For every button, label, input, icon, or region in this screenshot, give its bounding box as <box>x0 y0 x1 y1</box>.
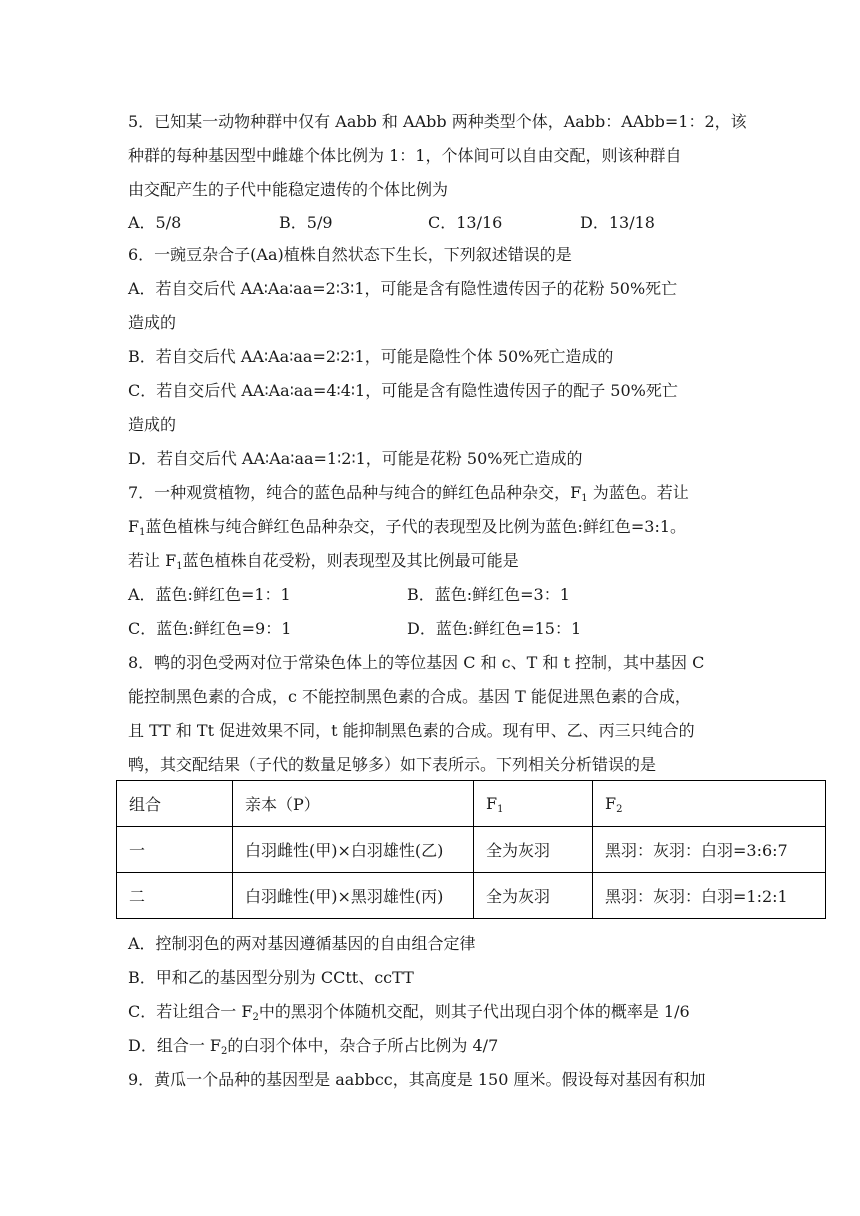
q8-option-d: D．组合一 $F_2$的白羽个体中，杂合子所占比例为 4/7 <box>128 1036 499 1057</box>
q7-line-2: $F_1$蓝色植株与纯合鲜红色品种杂交，子代的表现型及比例为蓝色:鲜红色=3:1。 <box>128 517 687 538</box>
q7-line-3: 若让 $F_1$蓝色植株自花受粉，则表现型及其比例最可能是 <box>128 551 519 572</box>
q5-option-c: C．13/16 <box>428 213 503 232</box>
header-parents: 亲本（P） <box>233 781 474 827</box>
q9-line-1: 9．黄瓜一个品种的基因型是 aabbcc，其高度是 150 厘米。假设每对基因有积加 <box>128 1070 706 1089</box>
q5-line-3: 由交配产生的子代中能稳定遗传的个体比例为 <box>128 180 449 199</box>
cell-f1: 全为灰羽 <box>474 873 593 919</box>
q6-stem: 6．一豌豆杂合子(Aa)植株自然状态下生长，下列叙述错误的是 <box>128 245 572 264</box>
cell-f2: 黑羽：灰羽：白羽=1:2:1 <box>593 873 826 919</box>
table-header-row <box>117 781 826 827</box>
q8-line-2: 能控制黑色素的合成，c 不能控制黑色素的合成。基因 T 能促进黑色素的合成， <box>128 687 691 706</box>
q5-option-d: D．13/18 <box>580 213 655 232</box>
q7-option-d: D．蓝色:鲜红色=15：1 <box>407 619 582 638</box>
cell-parents: 白羽雌性(甲)×白羽雄性(乙) <box>233 827 474 873</box>
q8-line-3: 且 TT 和 Tt 促进效果不同，t 能抑制黑色素的合成。现有甲、乙、丙三只纯合的 <box>128 721 695 740</box>
q8-line-1: 8．鸭的羽色受两对位于常染色体上的等位基因 C 和 c、T 和 t 控制，其中基因 C <box>128 653 705 672</box>
q7-line-1: 7．一种观赏植物，纯合的蓝色品种与纯合的鲜红色品种杂交，$F_1$ 为蓝色。若让 <box>128 483 689 504</box>
cross-results-table <box>116 780 826 919</box>
cell-parents: 白羽雌性(甲)×黑羽雄性(丙) <box>233 873 474 919</box>
q5-line-2: 种群的每种基因型中雌雄个体比例为 1：1，个体间可以自由交配，则该种群自 <box>128 146 682 165</box>
q6-option-a: A．若自交后代 AA∶Aa∶aa=2∶3∶1，可能是含有隐性遗传因子的花粉 50%死亡 <box>128 279 678 298</box>
q6-option-d: D．若自交后代 AA∶Aa∶aa=1∶2∶1，可能是花粉 50%死亡造成的 <box>128 449 583 468</box>
cell-f1: 全为灰羽 <box>474 827 593 873</box>
q6-option-c-cont: 造成的 <box>128 415 177 434</box>
q8-option-a: A．控制羽色的两对基因遵循基因的自由组合定律 <box>128 934 476 953</box>
cell-group: 一 <box>117 827 233 873</box>
cell-f2: 黑羽：灰羽：白羽=3:6:7 <box>593 827 826 873</box>
header-group: 组合 <box>117 781 233 827</box>
cell-group: 二 <box>117 873 233 919</box>
q5-option-b: B．5/9 <box>279 213 333 232</box>
q6-option-b: B．若自交后代 AA∶Aa∶aa=2∶2∶1，可能是隐性个体 50%死亡造成的 <box>128 347 614 366</box>
q7-option-b: B．蓝色:鲜红色=3：1 <box>407 585 570 604</box>
q5-line-1: 5．已知某一动物种群中仅有 Aabb 和 AAbb 两种类型个体，Aabb：AAbb=1：2，该 <box>128 112 747 131</box>
header-f1: $F_1$ <box>474 781 593 827</box>
q8-option-b: B．甲和乙的基因型分别为 CCtt、ccTT <box>128 968 414 987</box>
table-row <box>117 873 826 919</box>
table-row <box>117 827 826 873</box>
q8-line-4: 鸭，其交配结果（子代的数量足够多）如下表所示。下列相关分析错误的是 <box>128 755 657 774</box>
q5-option-a: A．5/8 <box>128 213 182 232</box>
header-f2: $F_2$ <box>593 781 826 827</box>
q6-option-c: C．若自交后代 AA∶Aa∶aa=4∶4∶1，可能是含有隐性遗传因子的配子 50%死亡 <box>128 381 678 400</box>
q6-option-a-cont: 造成的 <box>128 313 177 332</box>
q7-option-c: C．蓝色:鲜红色=9：1 <box>128 619 292 638</box>
q8-option-c: C．若让组合一 $F_2$中的黑羽个体随机交配，则其子代出现白羽个体的概率是 1/6 <box>128 1002 690 1023</box>
q7-option-a: A．蓝色:鲜红色=1：1 <box>128 585 291 604</box>
